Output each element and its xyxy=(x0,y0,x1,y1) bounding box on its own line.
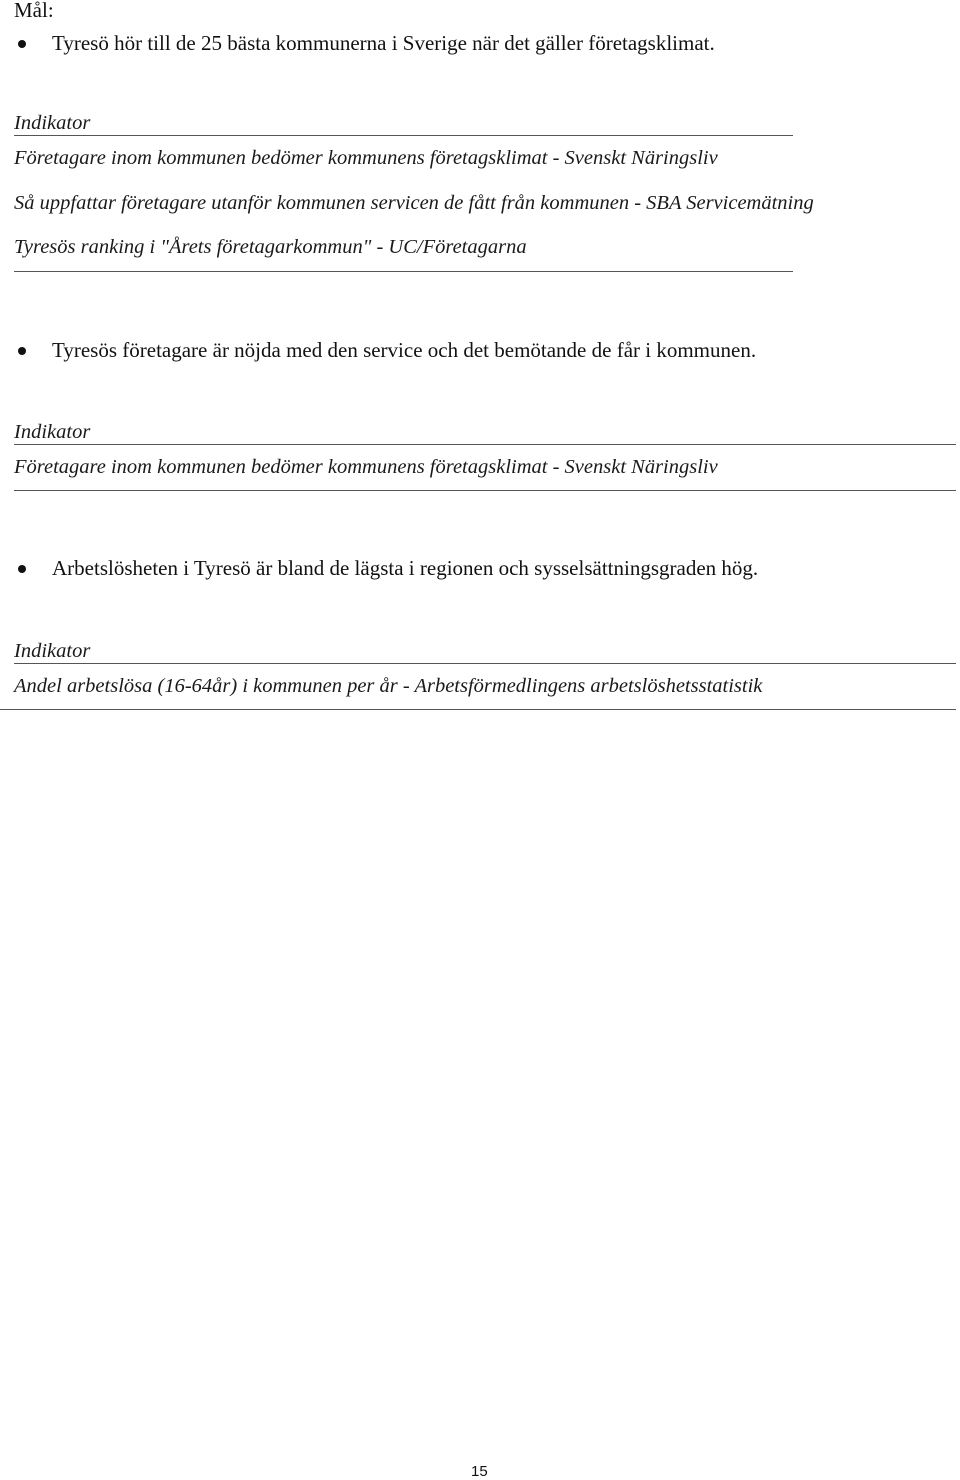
divider xyxy=(14,490,956,491)
divider xyxy=(14,663,956,664)
bullet-icon xyxy=(18,565,26,573)
indicator-item: Företagare inom kommunen bedömer kommunens företagsklimat - Svenskt Näringsliv xyxy=(14,456,718,478)
divider xyxy=(0,709,956,710)
bullet-icon xyxy=(18,40,26,48)
goal-text: Tyresös företagare är nöjda med den service och det bemötande de får i kommunen. xyxy=(52,338,757,362)
goal-text: Tyresö hör till de 25 bästa kommunerna i Sverige när det gäller företagsklimat. xyxy=(52,31,715,55)
indicator-item: Så uppfattar företagare utanför kommunen servicen de fått från kommunen - SBA Servicemätning xyxy=(14,192,814,214)
divider xyxy=(14,135,793,136)
goal-text: Arbetslösheten i Tyresö är bland de lägsta i regionen och sysselsättningsgraden hög. xyxy=(52,556,759,580)
page-heading: Mål: xyxy=(14,0,54,22)
indicator-item: Andel arbetslösa (16-64år) i kommunen per år - Arbetsförmedlingens arbetslöshetsstatistik xyxy=(14,675,763,697)
divider xyxy=(14,444,956,445)
indicator-label: Indikator xyxy=(14,421,91,443)
indicator-item: Företagare inom kommunen bedömer kommunens företagsklimat - Svenskt Näringsliv xyxy=(14,147,718,169)
indicator-label: Indikator xyxy=(14,112,91,134)
page-number: 15 xyxy=(471,1463,488,1480)
indicator-item: Tyresös ranking i "Årets företagarkommun" - UC/Företagarna xyxy=(14,236,527,258)
bullet-icon xyxy=(18,347,26,355)
indicator-label: Indikator xyxy=(14,640,91,662)
divider xyxy=(14,271,793,272)
